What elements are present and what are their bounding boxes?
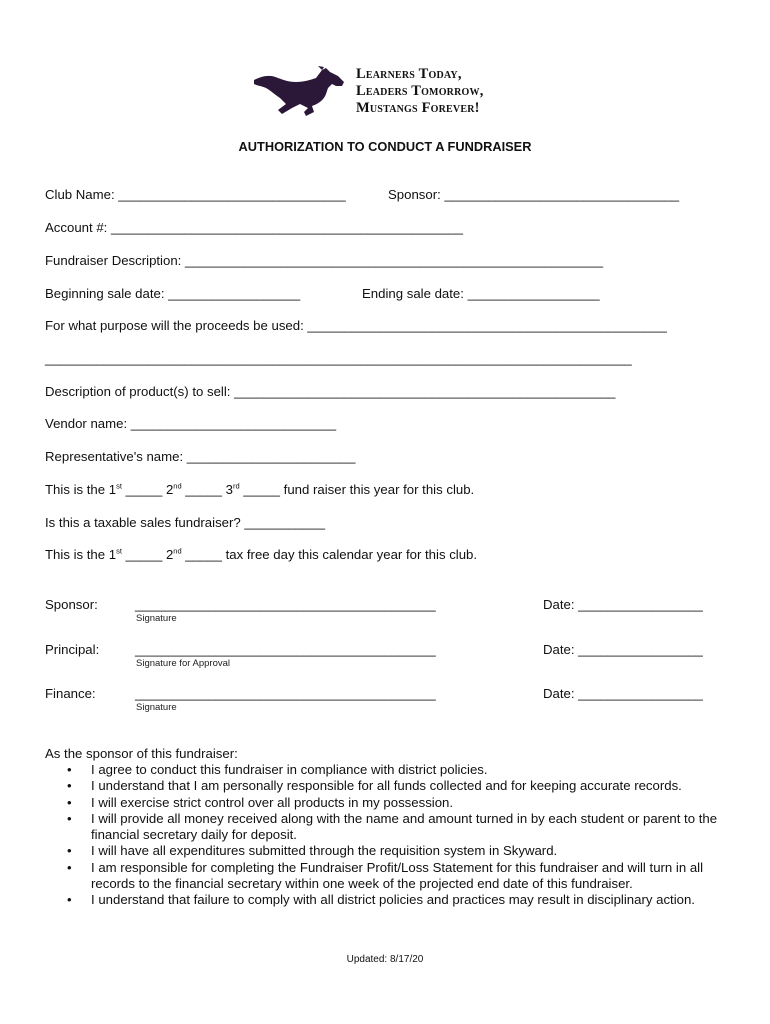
fundraiser-count-field[interactable] <box>45 482 474 497</box>
list-item <box>64 843 734 859</box>
club-name-field[interactable]: Club Name: _______________________________ <box>45 187 346 202</box>
agreement-item-text: I agree to conduct this fundraiser in compliance with district policies. <box>91 762 488 777</box>
sponsor-signature-line[interactable]: _________________________________________ <box>135 597 436 612</box>
agreement-item-text: I am responsible for completing the Fundraiser Profit/Loss Statement for this fundraiser and will turn in all records to the financial secretary within one week of the projected end date of this fundraiser. <box>91 859 704 892</box>
sponsor-signature-label: Sponsor: <box>45 597 98 612</box>
bullet-icon: • <box>67 778 72 794</box>
bullet-icon: • <box>67 892 72 908</box>
mustang-horse-icon <box>252 64 348 118</box>
principal-signature-caption: Signature for Approval <box>136 658 231 669</box>
logo-line-1: Learners Today, <box>356 66 462 82</box>
agreement-item-text: I will provide all money received along with the name and amount turned in by each student or parent to the financial secretary daily for deposit. <box>91 810 718 843</box>
tax-free-mid: _____ 2 <box>121 547 174 562</box>
principal-signature-label: Principal: <box>45 642 100 657</box>
proceeds-purpose-field[interactable]: For what purpose will the proceeds be used: _________________________________________________ <box>45 318 667 333</box>
list-item <box>64 778 734 794</box>
fundraiser-count-prefix: This is the 1 <box>45 482 117 497</box>
account-number-field[interactable]: Account #: ________________________________________________ <box>45 220 464 235</box>
agreement-intro: As the sponsor of this fundraiser: <box>45 746 238 761</box>
taxable-fundraiser-field[interactable]: Is this a taxable sales fundraiser? ___________ <box>45 515 326 530</box>
tax-free-suffix: _____ tax free day this calendar year for this club. <box>181 547 478 562</box>
fundraiser-count-mid2: _____ 3 <box>181 482 233 497</box>
sponsor-field[interactable]: Sponsor: ________________________________ <box>388 187 680 202</box>
agreement-item-text: I will exercise strict control over all products in my possession. <box>91 794 454 810</box>
agreement-item-text: I will have all expenditures submitted through the requisition system in Skyward. <box>91 843 558 859</box>
list-item <box>64 795 734 811</box>
ordinal-rd: rd <box>232 481 240 491</box>
beginning-sale-date-field[interactable]: Beginning sale date: __________________ <box>45 286 301 301</box>
bullet-icon: • <box>67 794 72 810</box>
bullet-icon: • <box>67 762 72 777</box>
fundraiser-description-field[interactable]: Fundraiser Description: _________________________________________________________ <box>45 253 604 268</box>
fundraiser-count-suffix: _____ fund raiser this year for this club. <box>239 482 475 497</box>
bullet-icon: • <box>67 810 72 826</box>
proceeds-purpose-continued-line[interactable]: ________________________________________________________________________________ <box>45 351 632 366</box>
updated-footer: Updated: 8/17/20 <box>346 954 424 965</box>
agreement-item-text: I understand that I am personally responsible for all funds collected and for keeping accurate records. <box>91 778 682 794</box>
products-description-field[interactable]: Description of product(s) to sell: ____________________________________________________ <box>45 384 616 399</box>
tax-free-day-field[interactable] <box>45 547 477 562</box>
form-title: AUTHORIZATION TO CONDUCT A FUNDRAISER <box>238 139 532 154</box>
list-item <box>64 860 734 893</box>
sponsor-signature-caption: Signature <box>136 613 177 624</box>
logo-motto <box>356 66 484 117</box>
list-item <box>64 811 734 844</box>
bullet-icon: • <box>67 859 72 875</box>
finance-date-field[interactable]: Date: _________________ <box>543 686 703 701</box>
logo-line-2: Leaders Tomorrow, <box>356 83 484 99</box>
agreement-list <box>64 762 734 909</box>
ending-sale-date-field[interactable]: Ending sale date: __________________ <box>362 286 600 301</box>
list-item <box>64 892 734 908</box>
finance-signature-caption: Signature <box>136 702 177 713</box>
finance-signature-label: Finance: <box>45 686 96 701</box>
tax-free-prefix: This is the 1 <box>45 547 117 562</box>
principal-date-field[interactable]: Date: _________________ <box>543 642 703 657</box>
logo-line-3: Mustangs Forever! <box>356 100 480 116</box>
ordinal-st: st <box>116 546 122 556</box>
principal-signature-line[interactable]: _________________________________________ <box>135 642 436 657</box>
list-item <box>64 762 734 778</box>
ordinal-st: st <box>116 481 122 491</box>
ordinal-nd: nd <box>173 481 182 491</box>
representative-name-field[interactable]: Representative's name: _______________________ <box>45 449 356 464</box>
ordinal-nd: nd <box>173 546 182 556</box>
agreement-item-text: I understand that failure to comply with all district policies and practices may result in disciplinary action. <box>91 892 695 908</box>
sponsor-date-field[interactable]: Date: _________________ <box>543 597 703 612</box>
finance-signature-line[interactable]: _________________________________________ <box>135 686 436 701</box>
fundraiser-count-mid1: _____ 2 <box>121 482 174 497</box>
vendor-name-field[interactable]: Vendor name: ____________________________ <box>45 416 337 431</box>
bullet-icon: • <box>67 843 72 859</box>
